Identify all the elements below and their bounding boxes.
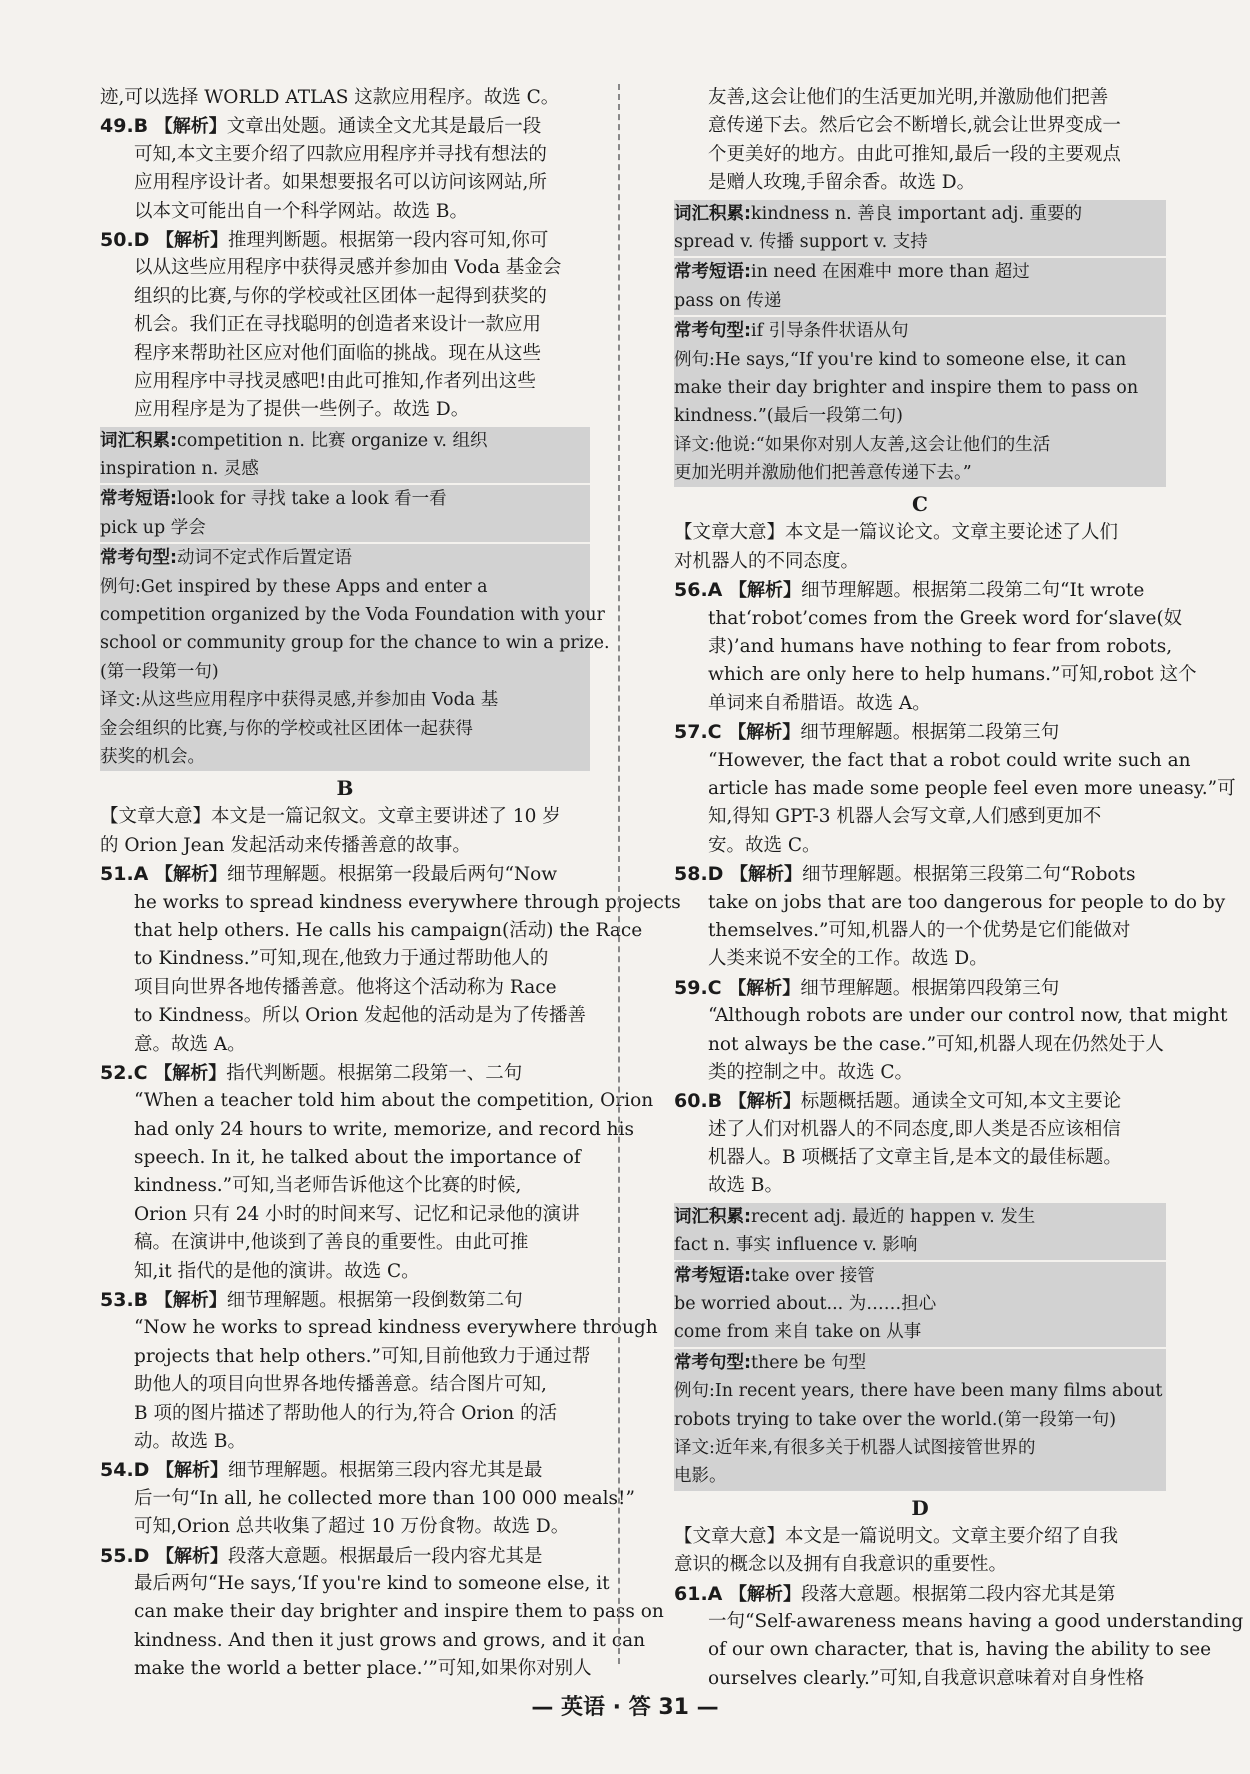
note-text: recent adj. 最近的 happen v. 发生 [751, 1206, 1036, 1227]
note-line [674, 1434, 1166, 1462]
note-line [674, 1318, 1166, 1346]
text-line: 程序来帮助社区应对他们面临的挑战。现在从这些 [134, 342, 542, 364]
text-line: “However, the fact that a robot could write such an [708, 749, 1191, 771]
note-text: 译文:近年来,有很多关于机器人试图接管世界的 [674, 1437, 1036, 1458]
note-line [100, 455, 590, 483]
text-line: to Kindness。所以 Orion 发起他的活动是为了传播善 [134, 1005, 587, 1027]
note-text: 更加光明并激励他们把善意传递下去。” [674, 463, 972, 484]
text-line: 机器人。B 项概括了文章主旨,是本文的最佳标题。 [708, 1147, 1122, 1169]
answer-item [674, 576, 1166, 604]
note-line [674, 1349, 1166, 1377]
text-line: that‘robot’comes from the Greek word for‘slave(奴 [708, 607, 1183, 629]
text-line: 【文章大意】本文是一篇说明文。文章主要介绍了自我 [674, 1525, 1119, 1547]
text-line: to Kindness.”可知,现在,他致力于通过帮助他人的 [134, 948, 549, 970]
answer-text: 标题概括题。通读全文可知,本文主要论 [800, 1091, 1122, 1113]
note-text: robots trying to take over the world.(第一段第一句) [674, 1409, 1117, 1430]
answer-text: 推理判断题。根据第一段内容可知,你可 [228, 229, 549, 251]
text-line: that help others. He calls his campaign(活动) the Race [134, 919, 643, 941]
answer-number: 56.A [674, 579, 729, 602]
text-line: 后一句“In all, he collected more than 100 000 meals!” [134, 1487, 635, 1509]
text-line: make the world a better place.’”可知,如果你对别人 [134, 1658, 592, 1680]
analysis-tag: 【解析】 [154, 864, 227, 886]
answer-number: 50.D [100, 228, 157, 251]
note-line [100, 544, 590, 572]
answer-number: 49.B [100, 115, 155, 138]
answer-text: 文章出处题。通读全文尤其是最后一段 [226, 116, 542, 138]
text-line: 对机器人的不同态度。 [674, 550, 860, 572]
note-line [100, 658, 590, 686]
analysis-tag: 【解析】 [156, 1460, 229, 1482]
analysis-tag: 【解析】 [154, 1290, 227, 1312]
note-label: 常考句型: [674, 1352, 751, 1373]
text-line: 知,得知 GPT-3 机器人会写文章,人们感到更加不 [708, 806, 1102, 828]
note-line [674, 346, 1166, 374]
section-heading: C [912, 492, 928, 517]
answer-item [100, 860, 590, 888]
text-line: speech. In it, he talked about the importance of [134, 1147, 581, 1169]
note-text: if 引导条件状语从句 [751, 321, 909, 342]
note-text: school or community group for the chance to win a prize. [100, 633, 610, 654]
answer-text: 段落大意题。根据第二段内容尤其是第 [800, 1583, 1116, 1605]
note-text: come from 来自 take on 从事 [674, 1322, 922, 1343]
note-text: be worried about... 为……担心 [674, 1294, 937, 1315]
answer-item [674, 718, 1166, 746]
note-text: in need 在困难中 more than 超过 [751, 262, 1030, 283]
note-text: (第一段第一句) [100, 661, 219, 682]
answer-number: 57.C [674, 721, 729, 744]
note-text: take over 接管 [751, 1265, 875, 1286]
note-text: inspiration n. 灵感 [100, 459, 259, 480]
note-line [674, 1262, 1166, 1290]
analysis-tag: 【解析】 [728, 977, 801, 999]
text-line: 故选 B。 [708, 1175, 783, 1197]
answer-number: 55.D [100, 1544, 157, 1567]
answer-text: 指代判断题。根据第二段第一、二句 [226, 1062, 523, 1084]
note-text: spread v. 传播 support v. 支持 [674, 231, 928, 252]
answer-item [674, 1580, 1166, 1608]
text-line: take on jobs that are too dangerous for people to do by [708, 891, 1226, 913]
note-text: 例句:He says,“If you're kind to someone else, it can [674, 349, 1127, 370]
text-line: 以本文可能出自一个科学网站。故选 B。 [134, 200, 468, 222]
note-line [674, 431, 1166, 459]
text-line: 组织的比赛,与你的学校或社区团体一起得到获奖的 [134, 285, 547, 307]
text-line: 安。故选 C。 [708, 834, 821, 856]
analysis-tag: 【解析】 [154, 116, 227, 138]
note-line [100, 485, 590, 513]
analysis-tag: 【解析】 [728, 1091, 801, 1113]
note-text: 译文:他说:“如果你对别人友善,这会让他们的生活 [674, 434, 1051, 455]
answer-text: 细节理解题。根据第四段第三句 [800, 977, 1060, 999]
text-line: projects that help others.”可知,目前他致力于通过帮 [134, 1345, 591, 1367]
section-heading: D [911, 1495, 929, 1520]
note-box [674, 1262, 1166, 1347]
answer-number: 60.B [674, 1090, 729, 1113]
text-line: B 项的图片描述了帮助他人的行为,符合 Orion 的活 [134, 1402, 558, 1424]
text-line: ourselves clearly.”可知,自我意识意味着对自身性格 [708, 1667, 1145, 1689]
text-line: 意。故选 A。 [134, 1033, 246, 1055]
left-column [100, 84, 681, 1683]
text-line: 人类来说不安全的工作。故选 D。 [708, 948, 988, 970]
text-line: 应用程序设计者。如果想要报名可以访问该网站,所 [134, 172, 547, 194]
text-line: 助他人的项目向世界各地传播善意。结合图片可知, [134, 1374, 547, 1396]
note-text: 金会组织的比赛,与你的学校或社区团体一起获得 [100, 718, 474, 739]
note-text: make their day brighter and inspire them to pass on [674, 377, 1139, 398]
note-text: 例句:In recent years, there have been many films about [674, 1381, 1163, 1402]
note-line [674, 287, 1166, 315]
answer-text: 细节理解题。根据第二段第二句“It wrote [800, 580, 1145, 602]
answer-number: 53.B [100, 1289, 155, 1312]
note-line [674, 1462, 1166, 1490]
note-text: 获奖的机会。 [100, 746, 205, 767]
note-box [674, 258, 1166, 315]
answer-text: 细节理解题。根据第一段最后两句“Now [226, 864, 558, 886]
answer-number: 52.C [100, 1061, 155, 1084]
text-line: Orion 只有 24 小时的时间来写、记忆和记录他的演讲 [134, 1203, 580, 1225]
text-line: 单词来自希腊语。故选 A。 [708, 692, 931, 714]
note-line [100, 427, 590, 455]
note-text: look for 寻找 take a look 看一看 [177, 489, 447, 510]
note-line [674, 317, 1166, 345]
note-text: 例句:Get inspired by these Apps and enter a [100, 576, 488, 597]
note-box [100, 485, 590, 542]
note-line [674, 1406, 1166, 1434]
note-line [100, 601, 605, 629]
text-line: article has made some people feel even more uneasy.”可 [708, 777, 1236, 799]
text-line: 意传递下去。然后它会不断增长,就会让世界变成一 [708, 115, 1121, 137]
note-text: kindness.”(最后一段第二句) [674, 406, 903, 427]
answer-number: 54.D [100, 1459, 157, 1482]
note-text: there be 句型 [751, 1352, 867, 1373]
answer-item [674, 974, 1166, 1002]
text-line: 应用程序是为了提供一些例子。故选 D。 [134, 399, 470, 421]
note-label: 常考句型: [100, 548, 177, 569]
answer-text: 细节理解题。根据第二段第三句 [800, 722, 1060, 744]
analysis-tag: 【解析】 [156, 229, 229, 251]
note-line [100, 573, 590, 601]
answer-number: 59.C [674, 976, 729, 999]
answer-text: 细节理解题。根据第三段第二句“Robots [802, 864, 1136, 886]
note-line [100, 514, 590, 542]
note-box [674, 200, 1166, 257]
note-text: kindness n. 善良 important adj. 重要的 [751, 203, 1083, 224]
answer-item [100, 112, 590, 140]
note-line [674, 459, 1166, 487]
text-line: 意识的概念以及拥有自我意识的重要性。 [674, 1554, 1008, 1576]
answer-number: 61.A [674, 1582, 729, 1605]
page-footer: — 英语 · 答 31 — [531, 1695, 719, 1720]
answer-item [100, 1456, 590, 1484]
note-line [674, 258, 1166, 286]
analysis-tag: 【解析】 [154, 1062, 227, 1084]
note-label: 常考短语: [674, 1265, 751, 1286]
text-line: 稿。在演讲中,他谈到了善良的重要性。由此可推 [134, 1232, 529, 1254]
text-line: 个更美好的地方。由此可推知,最后一段的主要观点 [708, 143, 1121, 165]
note-line [100, 686, 590, 714]
note-line [674, 200, 1166, 228]
note-line [674, 374, 1166, 402]
note-line [100, 715, 590, 743]
note-line [674, 1290, 1166, 1318]
text-line: 一句“Self-awareness means having a good understanding [708, 1610, 1244, 1632]
note-line [100, 629, 610, 657]
answer-item [100, 1059, 590, 1087]
text-line: “Now he works to spread kindness everywhere through [134, 1317, 658, 1339]
note-text: fact n. 事实 influence v. 影响 [674, 1235, 918, 1256]
text-line: 可知,Orion 总共收集了超过 10 万份食物。故选 D。 [134, 1516, 570, 1538]
note-box [100, 544, 610, 771]
note-text: pick up 学会 [100, 517, 206, 538]
text-line: 迹,可以选择 WORLD ATLAS 这款应用程序。故选 C。 [100, 87, 560, 108]
note-label: 常考短语: [100, 489, 177, 510]
text-line: 【文章大意】本文是一篇记叙文。文章主要讲述了 10 岁 [100, 806, 561, 828]
text-line: he works to spread kindness everywhere through projects [134, 891, 681, 913]
section-heading: B [336, 776, 354, 801]
note-text: pass on 传递 [674, 290, 782, 311]
note-box [100, 427, 590, 484]
note-text: 译文:从这些应用程序中获得灵感,并参加由 Voda 基 [100, 690, 499, 711]
text-line: 隶)’and humans have nothing to fear from robots, [708, 636, 1173, 658]
answer-item [100, 1542, 590, 1570]
note-line [674, 1231, 1166, 1259]
answer-number: 58.D [674, 863, 731, 886]
analysis-tag: 【解析】 [728, 1583, 801, 1605]
note-line [674, 1377, 1166, 1405]
text-line: 的 Orion Jean 发起活动来传播善意的故事。 [100, 834, 471, 856]
note-line [674, 228, 1166, 256]
text-line: 机会。我们正在寻找聪明的创造者来设计一款应用 [134, 314, 542, 336]
text-line: kindness. And then it just grows and grows, and it can [134, 1629, 646, 1651]
text-line: 动。故选 B。 [134, 1430, 246, 1452]
right-column [674, 84, 1244, 1693]
text-line: of our own character, that is, having the ability to see [708, 1639, 1212, 1661]
text-line: 项目向世界各地传播善意。他将这个活动称为 Race [134, 976, 557, 998]
text-line: 述了人们对机器人的不同态度,即人类是否应该相信 [708, 1118, 1121, 1140]
answer-number: 51.A [100, 863, 155, 886]
text-line: themselves.”可知,机器人的一个优势是它们能做对 [708, 919, 1131, 941]
note-box [674, 1349, 1166, 1491]
analysis-tag: 【解析】 [730, 864, 803, 886]
note-line [100, 743, 590, 771]
note-text: competition n. 比赛 organize v. 组织 [177, 430, 488, 451]
note-label: 词汇积累: [100, 430, 177, 451]
analysis-tag: 【解析】 [728, 722, 801, 744]
note-text: competition organized by the Voda Foundation with your [100, 605, 605, 626]
note-text: 电影。 [674, 1466, 727, 1487]
text-line: 友善,这会让他们的生活更加光明,并激励他们把善 [708, 87, 1109, 108]
text-line: which are only here to help humans.”可知,robot 这个 [708, 664, 1197, 686]
answer-item [100, 226, 590, 254]
text-line: 以从这些应用程序中获得灵感并参加由 Voda 基金会 [134, 257, 562, 279]
text-line: 类的控制之中。故选 C。 [708, 1061, 914, 1083]
text-line: 知,it 指代的是他的演讲。故选 C。 [134, 1260, 420, 1282]
column-divider [618, 84, 620, 1664]
text-line: “Although robots are under our control now, that might [708, 1005, 1228, 1027]
text-line: “When a teacher told him about the competition, Orion [134, 1090, 654, 1112]
text-line: kindness.”可知,当老师告诉他这个比赛的时候, [134, 1175, 522, 1197]
answer-text: 细节理解题。根据第三段内容尤其是最 [228, 1460, 543, 1482]
answer-item [674, 860, 1166, 888]
note-text: 动词不定式作后置定语 [177, 548, 352, 569]
text-line: had only 24 hours to write, memorize, and record his [134, 1118, 635, 1140]
note-label: 常考短语: [674, 262, 751, 283]
answer-text: 细节理解题。根据第一段倒数第二句 [226, 1290, 523, 1312]
text-line: 应用程序中寻找灵感吧!由此可推知,作者列出这些 [134, 370, 536, 392]
answer-item [674, 1087, 1166, 1115]
note-box [674, 1203, 1166, 1260]
text-line: not always be the case.”可知,机器人现在仍然处于人 [708, 1033, 1164, 1055]
answer-item [100, 1286, 590, 1314]
note-line [674, 402, 1166, 430]
note-box [674, 317, 1166, 487]
answer-text: 段落大意题。根据最后一段内容尤其是 [228, 1545, 543, 1567]
note-line [674, 1203, 1166, 1231]
note-label: 词汇积累: [674, 203, 751, 224]
analysis-tag: 【解析】 [728, 580, 801, 602]
note-label: 词汇积累: [674, 1206, 751, 1227]
text-line: 可知,本文主要介绍了四款应用程序并寻找有想法的 [134, 143, 547, 165]
text-line: 【文章大意】本文是一篇议论文。文章主要论述了人们 [674, 522, 1119, 544]
text-line: 最后两句“He says,‘If you're kind to someone else, it [134, 1572, 610, 1594]
analysis-tag: 【解析】 [156, 1545, 229, 1567]
text-line: can make their day brighter and inspire them to pass on [134, 1601, 664, 1623]
text-line: 是赠人玫瑰,手留余香。故选 D。 [708, 172, 976, 194]
note-label: 常考句型: [674, 321, 751, 342]
